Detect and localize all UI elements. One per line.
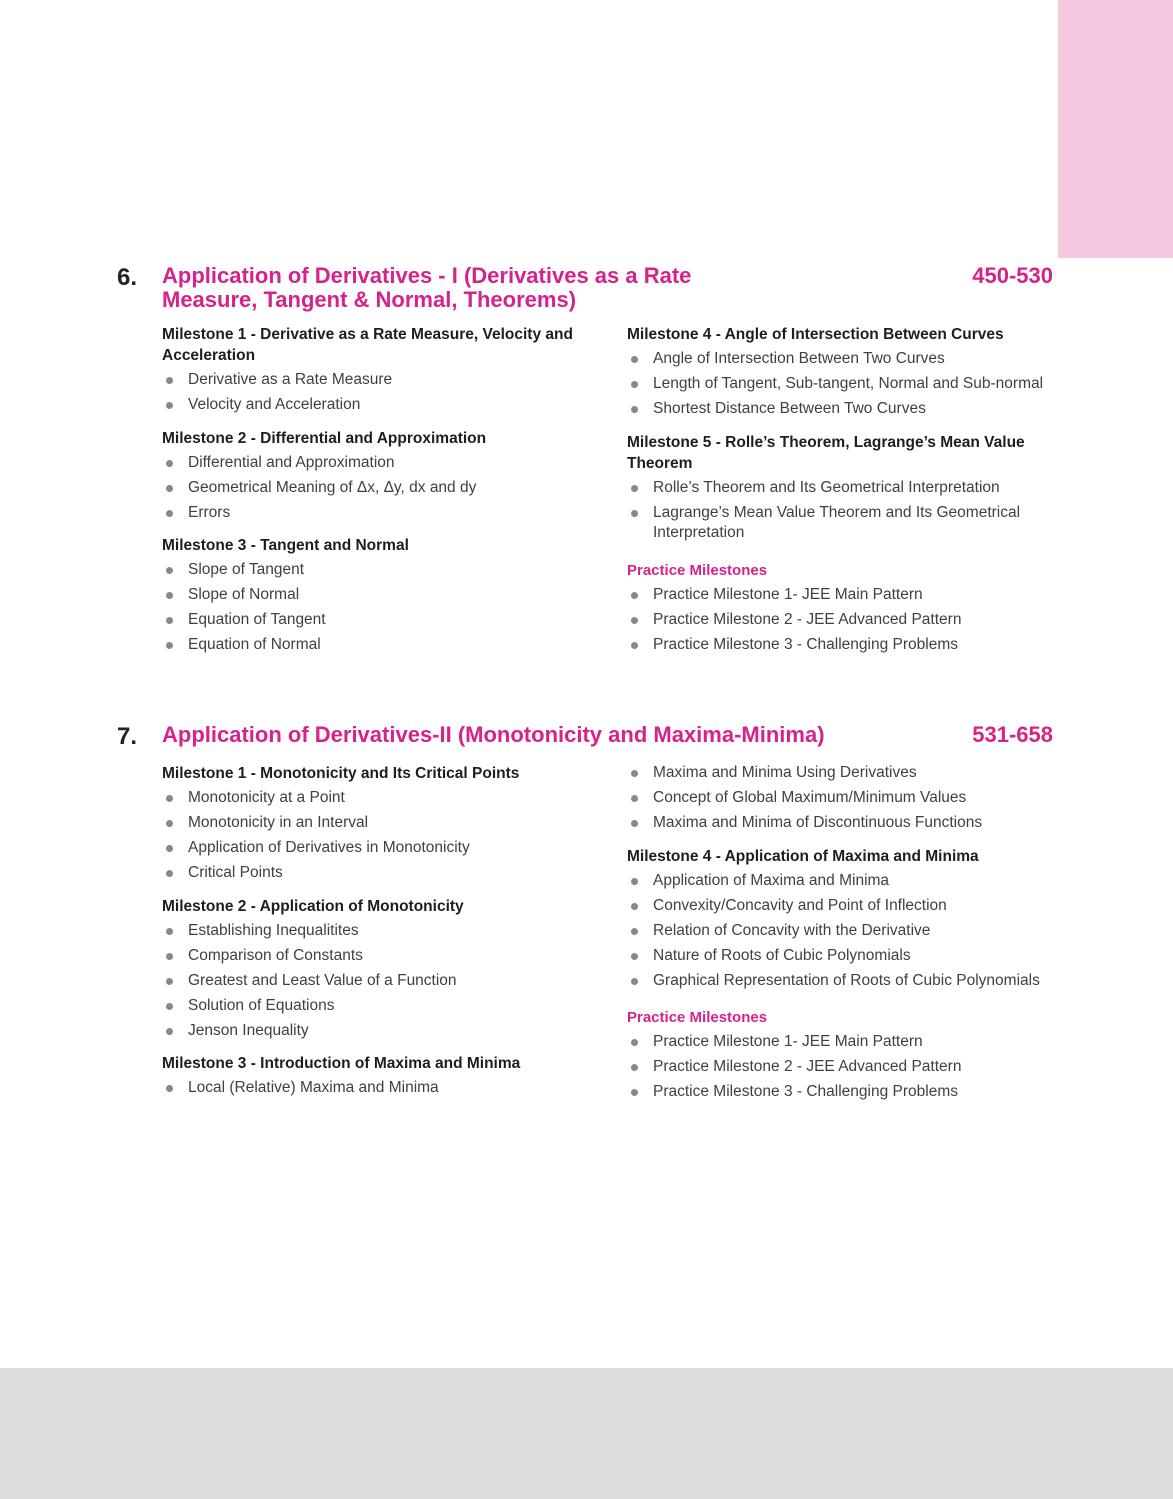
list-item: Establishing Inequalitites (162, 921, 602, 942)
milestone-group (627, 324, 1047, 420)
list-item: Rolle’s Theorem and Its Geometrical Interpretation (627, 478, 1047, 499)
chapter-title: Application of Derivatives-II (Monotonicity and Maxima-Minima) (162, 722, 825, 747)
practice-milestones (627, 1007, 1057, 1103)
milestone-heading: Milestone 2 - Differential and Approximation (162, 429, 487, 447)
list-item: Practice Milestone 2 - JEE Advanced Pattern (627, 610, 1047, 631)
milestone-group (162, 896, 602, 1042)
list-item: Local (Relative) Maxima and Minima (162, 1078, 602, 1099)
milestone-group (162, 428, 602, 524)
chapter-pages: 531-658 (972, 722, 1053, 747)
list-item: Concept of Global Maximum/Minimum Values (627, 788, 1057, 809)
list-item: Convexity/Concavity and Point of Inflection (627, 896, 1057, 917)
list-item: Geometrical Meaning of Δx, Δy, dx and dy (162, 478, 602, 499)
list-item: Practice Milestone 1- JEE Main Pattern (627, 1032, 1057, 1053)
list-item: Application of Derivatives in Monotonicity (162, 838, 602, 859)
milestone-group (162, 763, 602, 884)
milestone-heading: Milestone 4 - Application of Maxima and Minima (627, 847, 979, 865)
list-item: Greatest and Least Value of a Function (162, 971, 602, 992)
practice-milestones (627, 560, 1047, 656)
milestone-heading: Milestone 3 - Introduction of Maxima and Minima (162, 1055, 521, 1072)
list-item: Comparison of Constants (162, 946, 602, 967)
list-item: Monotonicity at a Point (162, 788, 602, 809)
page-corner-tab (1058, 0, 1173, 258)
milestone-heading: Milestone 5 - Rolle’s Theorem, Lagrange’s Mean Value Theorem (627, 433, 1025, 472)
list-item: Practice Milestone 3 - Challenging Problems (627, 635, 1047, 656)
list-item: Practice Milestone 3 - Challenging Problems (627, 1082, 1057, 1103)
list-item: Monotonicity in an Interval (162, 813, 602, 834)
list-item: Relation of Concavity with the Derivative (627, 921, 1057, 942)
list-item: Slope of Normal (162, 585, 602, 606)
milestone-group (162, 324, 602, 416)
list-item: Differential and Approximation (162, 453, 602, 474)
practice-milestones-heading: Practice Milestones (627, 561, 768, 579)
milestone-group (627, 846, 1057, 992)
milestone-heading: Milestone 4 - Angle of Intersection Between Curves (627, 326, 1004, 343)
milestone-continued (627, 763, 1057, 834)
list-item: Length of Tangent, Sub-tangent, Normal and Sub-normal (627, 374, 1047, 395)
list-item: Lagrange’s Mean Value Theorem and Its Geometrical Interpretation (627, 503, 1047, 544)
list-item: Equation of Normal (162, 635, 602, 656)
list-item: Critical Points (162, 863, 602, 884)
list-item: Velocity and Acceleration (162, 395, 602, 416)
left-column (162, 324, 602, 665)
list-item: Shortest Distance Between Two Curves (627, 399, 1047, 420)
list-item: Maxima and Minima Using Derivatives (627, 763, 1057, 784)
right-column (627, 324, 1047, 664)
list-item: Practice Milestone 2 - JEE Advanced Pattern (627, 1057, 1057, 1078)
list-item: Equation of Tangent (162, 610, 602, 631)
milestone-heading: Milestone 1 - Monotonicity and Its Critical Points (162, 765, 520, 782)
list-item: Graphical Representation of Roots of Cubic Polynomials (627, 971, 1057, 992)
chapter-title: Application of Derivatives - I (Derivatives as a Rate Measure, Tangent & Normal, Theorems) (162, 263, 692, 312)
left-column (162, 763, 602, 1108)
list-item: Angle of Intersection Between Two Curves (627, 349, 1047, 370)
chapter-number: 7. (117, 723, 138, 750)
list-item: Derivative as a Rate Measure (162, 370, 602, 391)
right-column (627, 763, 1057, 1112)
list-item: Errors (162, 503, 602, 524)
milestone-group (627, 432, 1047, 544)
footer-band (0, 1368, 1173, 1499)
chapter-number: 6. (117, 264, 138, 291)
chapter-pages: 450-530 (972, 263, 1053, 288)
milestone-heading: Milestone 2 - Application of Monotonicity (162, 897, 464, 915)
practice-milestones-heading: Practice Milestones (627, 1009, 768, 1026)
list-item: Slope of Tangent (162, 560, 602, 581)
list-item: Nature of Roots of Cubic Polynomials (627, 946, 1057, 967)
list-item: Practice Milestone 1- JEE Main Pattern (627, 585, 1047, 606)
milestone-heading: Milestone 1 - Derivative as a Rate Measure, Velocity and Acceleration (162, 326, 573, 364)
milestone-group (162, 535, 602, 656)
list-item: Application of Maxima and Minima (627, 871, 1057, 892)
list-item: Solution of Equations (162, 996, 602, 1017)
list-item: Jenson Inequality (162, 1021, 602, 1042)
milestone-heading: Milestone 3 - Tangent and Normal (162, 537, 409, 554)
list-item: Maxima and Minima of Discontinuous Functions (627, 813, 1057, 834)
milestone-group (162, 1053, 602, 1099)
